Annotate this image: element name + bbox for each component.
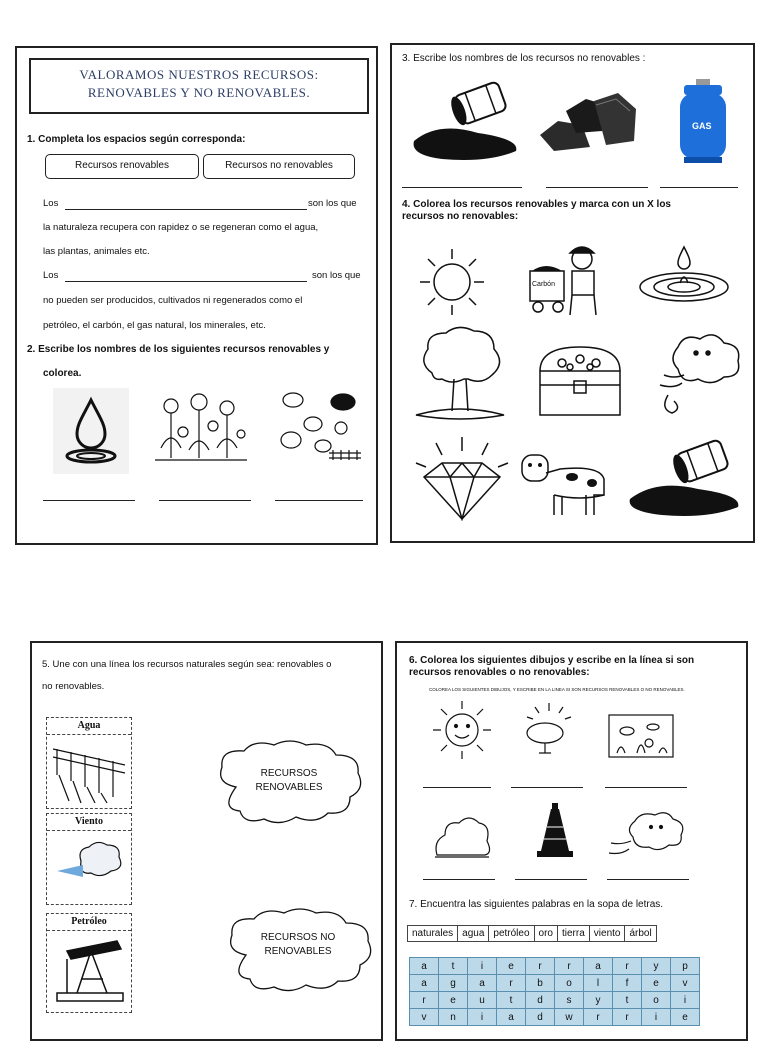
word-oro: oro [534,926,557,942]
grid-cell[interactable]: r [613,1009,642,1026]
worksheet-page-2 [390,43,755,543]
title-line-2: RENOVABLES Y NO RENOVABLES. [87,85,311,100]
worksheet-page-4 [395,641,748,1041]
question-1: 1. Completa los espacios según corresponda: [27,134,246,145]
grid-cell[interactable]: a [584,958,613,975]
card-label-petroleo: Petróleo [47,914,131,931]
question-2-line-2: colorea. [43,368,82,379]
grid-cell[interactable]: w [555,1009,584,1026]
diamond-icon [414,433,510,521]
grid-cell[interactable]: i [468,958,497,975]
water-drop-icon [53,388,129,474]
title-line-1: VALORAMOS NUESTROS RECURSOS: [79,67,319,82]
worksheet-title [29,58,369,114]
grid-cell[interactable]: a [468,975,497,992]
grid-cell[interactable]: s [555,992,584,1009]
cloud-2-line-1: RECURSOS NO [260,932,336,943]
question-2-line-1: 2. Escribe los nombres de los siguientes recursos renovables y [27,344,330,355]
grid-cell[interactable]: u [468,992,497,1009]
grid-cell[interactable]: t [497,992,526,1009]
cloud-1-line-2: RENOVABLES [255,782,323,793]
p2-blank[interactable] [65,281,307,282]
question-5-line-1: 5. Une con una línea los recursos naturales según sea: renovables o [42,659,332,670]
word-search-grid[interactable] [409,957,700,1026]
p2-start: Los [43,270,59,281]
cloud-1-line-1: RECURSOS [260,768,318,779]
grid-cell[interactable]: n [439,1009,468,1026]
grid-cell[interactable]: o [642,992,671,1009]
oil-barrel-icon-2 [626,437,746,517]
wind-icon [47,831,131,903]
smiling-sun-icon [427,699,497,761]
sun-icon [414,247,490,317]
dam-icon [47,735,131,807]
grid-cell[interactable]: e [671,1009,700,1026]
grid-cell[interactable]: d [526,1009,555,1026]
worksheet-page-3 [30,641,383,1041]
answer-line-coal-2[interactable] [546,187,648,188]
answer-line-row2-1[interactable] [423,879,495,880]
answer-line-3[interactable] [275,500,363,501]
answer-line-2[interactable] [159,500,251,501]
carbon-label: Carbón [532,281,555,288]
grid-cell[interactable]: r [526,958,555,975]
grid-row [410,958,700,975]
cloud-no-renovables[interactable] [220,905,378,995]
grid-cell[interactable]: r [497,975,526,992]
plants-icon [151,388,251,466]
grid-cell[interactable]: r [555,958,584,975]
p1-line-2: la naturaleza recupera con rapidez o se regeneran como el agua, [43,222,319,233]
card-petroleo[interactable] [46,913,132,1013]
question-7: 7. Encuentra las siguientes palabras en la sopa de letras. [409,899,664,910]
water-ripple-icon [636,243,732,309]
p1-blank[interactable] [65,209,307,210]
word-viento: viento [589,926,625,942]
solar-panel-icon [519,699,579,761]
grid-cell[interactable]: t [613,992,642,1009]
card-label-agua: Agua [47,718,131,735]
grid-cell[interactable]: r [613,958,642,975]
oil-barrel-icon [408,79,524,163]
grid-cell[interactable]: p [671,958,700,975]
p2-line-3: petróleo, el carbón, el gas natural, los minerales, etc. [43,320,266,331]
grid-cell[interactable]: i [642,1009,671,1026]
animals-icon [273,384,363,466]
question-6-line-2: recursos renovables o no renovables: [409,667,590,678]
grid-cell[interactable]: i [671,992,700,1009]
answer-line-row1-2[interactable] [511,787,583,788]
answer-line-coal-3[interactable] [660,187,738,188]
word-naturales: naturales [408,926,458,942]
p1-start: Los [43,198,59,209]
card-agua[interactable] [46,717,132,809]
grid-cell[interactable]: a [410,975,439,992]
word-tierra: tierra [557,926,589,942]
grid-cell[interactable]: r [410,992,439,1009]
grid-cell[interactable]: a [497,1009,526,1026]
answer-line-coal-1[interactable] [402,187,522,188]
pill-no-renovables: Recursos no renovables [203,154,355,179]
treasure-chest-icon [532,341,628,419]
grid-row [410,1009,700,1026]
question-5-line-2: no renovables. [42,681,105,692]
grid-cell[interactable]: l [584,975,613,992]
answer-line-1[interactable] [43,500,135,501]
cloud-2-line-2: RENOVABLES [264,946,332,957]
grid-row [410,975,700,992]
question-6-line-1: 6. Colorea los siguientes dibujos y escribe en la línea si son [409,655,695,666]
answer-line-row1-1[interactable] [423,787,491,788]
card-label-viento: Viento [47,814,131,831]
word-agua: agua [458,926,489,942]
cloud-renovables[interactable] [210,737,368,827]
grid-cell[interactable]: e [497,958,526,975]
grid-cell[interactable]: o [555,975,584,992]
p1-line-3: las plantas, animales etc. [43,246,150,257]
tree-icon [412,323,508,425]
oil-derrick-icon [533,801,577,861]
grid-cell[interactable]: i [468,1009,497,1026]
answer-line-row2-2[interactable] [515,879,587,880]
question-3: 3. Escribe los nombres de los recursos no renovables : [402,53,646,64]
grid-cell[interactable]: e [439,992,468,1009]
grid-cell[interactable]: y [642,958,671,975]
p2-line-2: no pueden ser producidos, cultivados ni regenerados como el [43,295,303,306]
pill-renovables: Recursos renovables [45,154,199,179]
grid-cell[interactable]: g [439,975,468,992]
gas-label: GAS [692,121,712,131]
question-6-small: COLOREA LOS SIGUIENTES DIBUJOS, Y ESCRIBE EN LA LINEA SI SON RECURSOS RENOVABLES O NO RENOVABLES. [429,687,685,692]
answer-line-row1-3[interactable] [605,787,687,788]
grid-cell[interactable]: r [584,1009,613,1026]
blowing-cloud-icon [607,807,687,863]
grid-row [410,992,700,1009]
grid-cell[interactable]: t [439,958,468,975]
ocean-life-icon [607,713,675,761]
question-4-line-2: recursos no renovables: [402,211,519,222]
cow-icon [520,445,610,519]
coal-icon [536,91,640,153]
question-4-line-1: 4. Colorea los recursos renovables y marca con un X los [402,199,671,210]
grid-cell[interactable]: y [584,992,613,1009]
word-petroleo: petróleo [489,926,534,942]
answer-line-row2-3[interactable] [607,879,689,880]
grid-cell[interactable]: e [642,975,671,992]
card-viento[interactable] [46,813,132,905]
worksheet-page-1 [15,46,378,545]
word-arbol: árbol [625,926,656,942]
grid-cell[interactable]: a [410,958,439,975]
bush-icon [431,811,493,861]
p1-end: son los que [308,198,357,209]
grid-cell[interactable]: v [410,1009,439,1026]
grid-cell[interactable]: d [526,992,555,1009]
oil-pump-icon [47,931,131,1011]
word-list [407,925,657,942]
grid-cell[interactable]: b [526,975,555,992]
coal-miner-icon [526,241,610,321]
p2-end: son los que [312,270,361,281]
gas-cylinder-icon [668,77,738,165]
grid-cell[interactable]: f [613,975,642,992]
grid-cell[interactable]: v [671,975,700,992]
wind-cloud-icon [654,329,744,421]
